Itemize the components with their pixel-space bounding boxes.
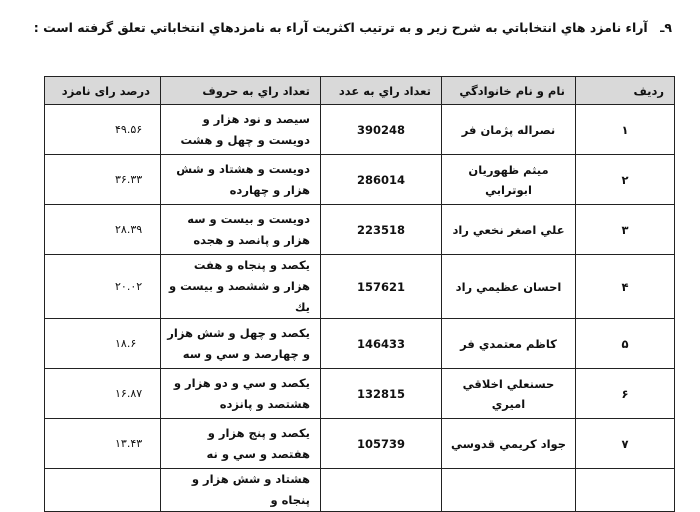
cell-percent: ۲۸.۳۹: [45, 205, 161, 255]
cell-percent: ۲۰.۰۲: [45, 255, 161, 319]
section-heading-text: آراء نامزد هاي انتخاباتي به شرح زير و به ترتيب اكثريت آراء به نامزدهاي انتخاباتي تعلق گرفته است :: [33, 20, 648, 35]
cell-name: ميثم ظهوريان ابوترابي: [442, 155, 576, 205]
cell-percent: [45, 469, 161, 512]
cell-votes-number: 223518: [321, 205, 442, 255]
cell-votes-number: 157621: [321, 255, 442, 319]
cell-votes-number: [321, 469, 442, 512]
cell-percent: ۱۶.۸۷: [45, 369, 161, 419]
cell-votes-words: هشتاد و شش هزار و پنجاه و: [161, 469, 321, 512]
cell-votes-words: دويست و هشتاد و شش هزار و چهارده: [161, 155, 321, 205]
table-row: [45, 255, 675, 319]
cell-votes-number: 286014: [321, 155, 442, 205]
header-row-number: رديف: [576, 77, 675, 105]
cell-row-number: ۷: [576, 419, 675, 469]
cell-votes-words: يكصد و پنجاه و هفت هزار و ششصد و بيست و يك: [161, 255, 321, 319]
section-heading: [34, 20, 672, 35]
header-name: نام و نام خانوادگي: [442, 77, 576, 105]
table-row: [45, 155, 675, 205]
cell-votes-number: 105739: [321, 419, 442, 469]
table-header-row: [45, 77, 675, 105]
cell-name: [442, 469, 576, 512]
cell-votes-number: 146433: [321, 319, 442, 369]
section-number: ۹ـ: [660, 20, 672, 35]
cell-row-number: [576, 469, 675, 512]
cell-votes-words: سيصد و نود هزار و دويست و چهل و هشت: [161, 105, 321, 155]
cell-votes-words: دويست و بيست و سه هزار و پانصد و هجده: [161, 205, 321, 255]
cell-row-number: ۱: [576, 105, 675, 155]
table-row: [45, 105, 675, 155]
results-table: [44, 76, 675, 512]
cell-row-number: ۴: [576, 255, 675, 319]
cell-name: كاظم معتمدي فر: [442, 319, 576, 369]
cell-name: احسان عظيمي راد: [442, 255, 576, 319]
cell-name: نصراله پژمان فر: [442, 105, 576, 155]
cell-percent: ۱۳.۴۳: [45, 419, 161, 469]
cell-percent: ۴۹.۵۶: [45, 105, 161, 155]
cell-votes-words: يكصد و پنج هزار و هفتصد و سي و نه: [161, 419, 321, 469]
cell-row-number: ۵: [576, 319, 675, 369]
table-row: [45, 419, 675, 469]
table-row: [45, 469, 675, 512]
header-votes-words: تعداد راي به حروف: [161, 77, 321, 105]
table-row: [45, 205, 675, 255]
cell-votes-number: 132815: [321, 369, 442, 419]
cell-percent: ۳۶.۳۳: [45, 155, 161, 205]
cell-votes-words: يكصد و چهل و شش هزار و چهارصد و سي و سه: [161, 319, 321, 369]
cell-row-number: ۳: [576, 205, 675, 255]
cell-row-number: ۶: [576, 369, 675, 419]
header-votes-number: تعداد راي به عدد: [321, 77, 442, 105]
table-row: [45, 319, 675, 369]
table-row: [45, 369, 675, 419]
header-percent: درصد رای نامزد: [45, 77, 161, 105]
cell-percent: ۱۸.۶: [45, 319, 161, 369]
cell-name: علي اصغر نخعي راد: [442, 205, 576, 255]
cell-votes-words: يكصد و سي و دو هزار و هشتصد و پانزده: [161, 369, 321, 419]
cell-votes-number: 390248: [321, 105, 442, 155]
cell-row-number: ۲: [576, 155, 675, 205]
cell-name: حسنعلي اخلاقي اميري: [442, 369, 576, 419]
cell-name: جواد كريمي قدوسي: [442, 419, 576, 469]
